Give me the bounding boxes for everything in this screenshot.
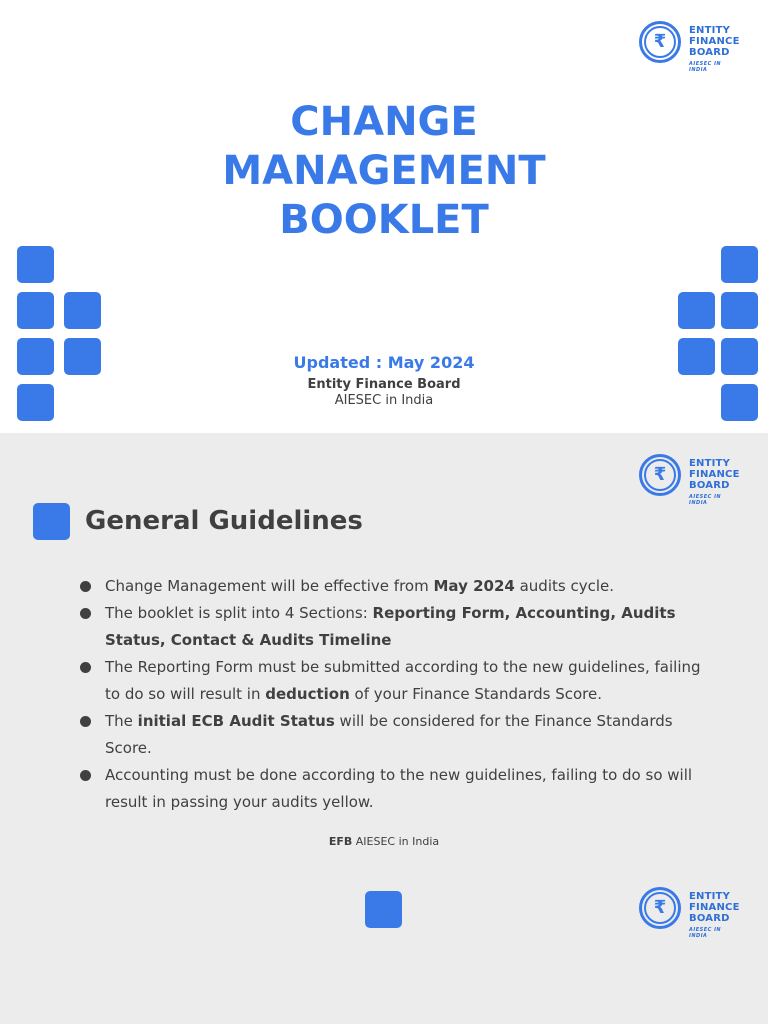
organization-name: Entity Finance Board <box>307 377 461 392</box>
decor-square <box>64 292 101 329</box>
bullet-dot-icon <box>80 770 91 781</box>
rupee-icon: ₹ <box>644 26 676 58</box>
guideline-item <box>78 654 718 708</box>
guideline-emphasis: deduction <box>265 685 350 703</box>
decor-square <box>365 891 402 928</box>
decor-square <box>678 292 715 329</box>
guideline-text: will be considered for the Finance Standards Score. <box>105 712 673 757</box>
organization-subtitle: AIESEC in India <box>334 393 434 408</box>
logo-line2: FINANCE <box>689 902 740 913</box>
title-line3: BOOKLET <box>279 197 489 243</box>
logo-line2: FINANCE <box>689 36 740 47</box>
guidelines-list <box>78 573 718 816</box>
bullet-dot-icon <box>80 608 91 619</box>
cover-title <box>0 98 768 245</box>
footer-bold: EFB <box>328 835 353 848</box>
logo-line3: BOARD <box>689 913 730 924</box>
guideline-item <box>78 573 718 600</box>
bullet-dot-icon <box>80 662 91 673</box>
rupee-icon: ₹ <box>644 459 676 491</box>
logo-tagline: AIESEC IN INDIA <box>689 494 722 506</box>
guidelines-slide <box>0 433 768 1024</box>
decor-square <box>17 246 54 283</box>
guideline-text: The Reporting Form must be submitted according to the new guidelines, failing to do so will result in <box>105 658 701 703</box>
guideline-item <box>78 762 718 816</box>
title-line1: CHANGE <box>290 99 478 145</box>
guideline-text: audits cycle. <box>514 577 614 595</box>
logo-text <box>689 458 740 491</box>
guideline-item <box>78 600 718 654</box>
cover-slide <box>0 0 768 433</box>
logo-line1: ENTITY <box>689 25 731 36</box>
logo-line1: ENTITY <box>689 458 731 469</box>
bullet-dot-icon <box>80 716 91 727</box>
bullet-dot-icon <box>80 581 91 592</box>
logo-text <box>689 25 740 58</box>
guideline-text: of your Finance Standards Score. <box>349 685 603 703</box>
guideline-text: Accounting must be done according to the new guidelines, failing to do so will result in passing your audits yellow. <box>105 766 693 811</box>
guideline-text: The <box>105 712 138 730</box>
rupee-icon: ₹ <box>644 892 676 924</box>
logo-text <box>689 891 740 924</box>
logo-tagline: AIESEC IN INDIA <box>689 927 722 939</box>
efb-logo-bottom <box>639 887 739 937</box>
logo-tagline: AIESEC IN INDIA <box>689 61 722 73</box>
logo-line3: BOARD <box>689 480 730 491</box>
section-square-icon <box>33 503 70 540</box>
decor-square <box>17 292 54 329</box>
decor-square <box>721 292 758 329</box>
efb-logo <box>639 21 739 71</box>
guideline-emphasis: initial ECB Audit Status <box>137 712 335 730</box>
guideline-text: The booklet is split into 4 Sections: <box>105 604 373 622</box>
guideline-emphasis: Reporting Form, Accounting, Audits Status, Contact & Audits Timeline <box>105 604 676 649</box>
decor-square <box>721 246 758 283</box>
guideline-item <box>78 708 718 762</box>
logo-line1: ENTITY <box>689 891 731 902</box>
logo-line3: BOARD <box>689 47 730 58</box>
guideline-emphasis: May 2024 <box>433 577 515 595</box>
logo-line2: FINANCE <box>689 469 740 480</box>
title-line2: MANAGEMENT <box>222 148 546 194</box>
efb-logo <box>639 454 739 504</box>
footer-note <box>0 835 768 848</box>
section-title: General Guidelines <box>85 506 363 536</box>
footer-text: AIESEC in India <box>352 835 440 848</box>
guideline-text: Change Management will be effective from <box>105 577 434 595</box>
updated-date: Updated : May 2024 <box>293 353 475 372</box>
